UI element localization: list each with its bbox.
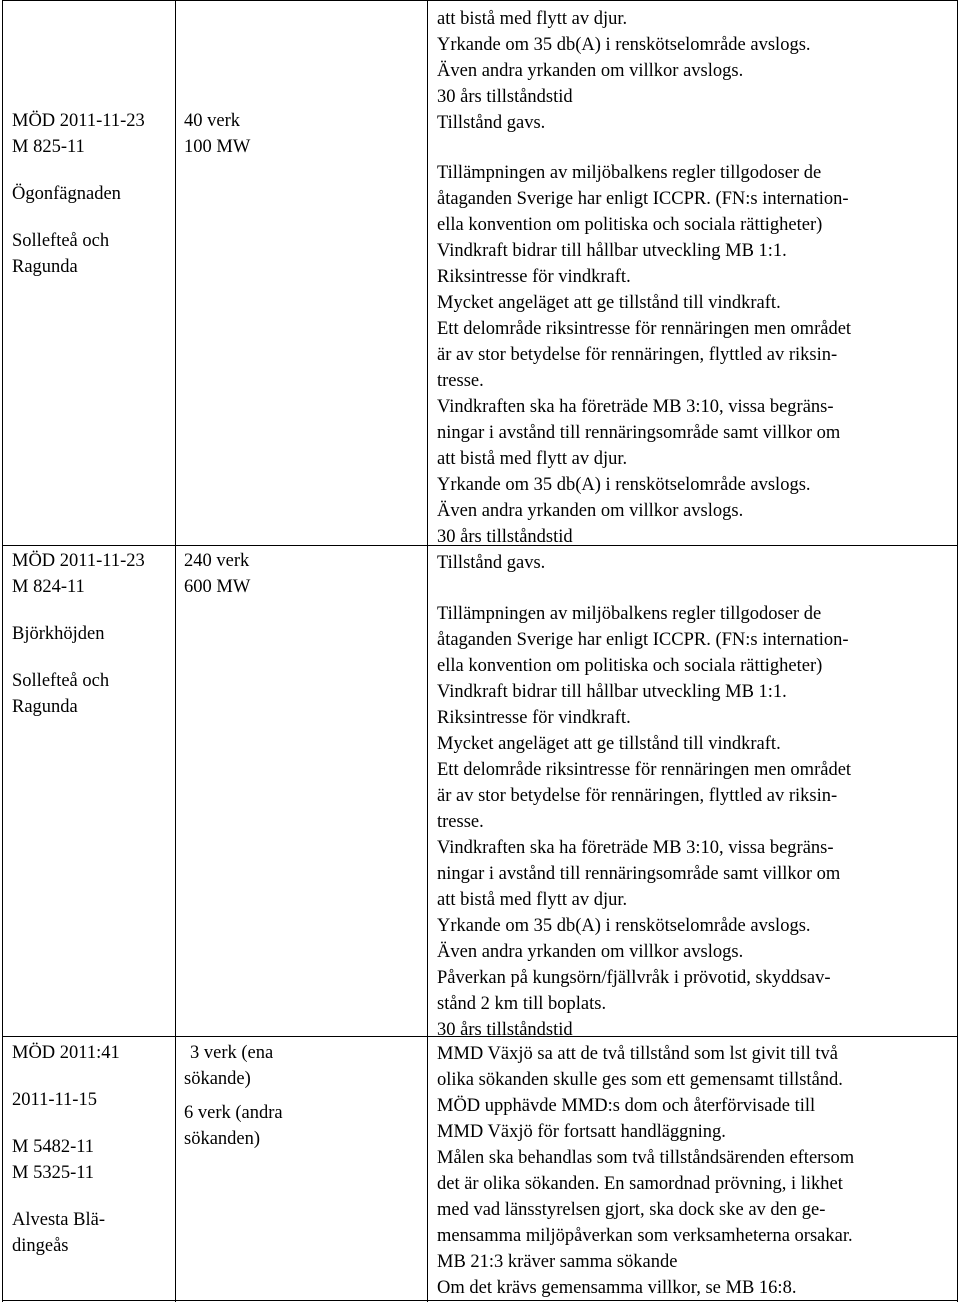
size-cell-row3 (184, 1040, 283, 1152)
project-name: Björkhöjden (12, 624, 105, 644)
case-number: M 5482-11 (12, 1137, 95, 1157)
project-name: dingeås (12, 1236, 69, 1256)
case-date: 2011-11-15 (12, 1090, 97, 1110)
applicant-note: sökanden) (184, 1129, 261, 1149)
case-number: M 824-11 (12, 577, 85, 597)
ruling-outcome: Tillstånd gavs. (437, 553, 546, 573)
project-name: Alvesta Blä- (12, 1210, 105, 1230)
case-cell-row3 (12, 1040, 120, 1259)
case-cell-row2 (12, 548, 145, 720)
municipality: Ragunda (12, 697, 78, 717)
capacity: 100 MW (184, 137, 251, 157)
ruling-outcome: Tillstånd gavs. (437, 113, 546, 133)
case-number: M 825-11 (12, 137, 85, 157)
turbine-count: 6 verk (andra (184, 1103, 283, 1123)
municipality: Sollefteå och (12, 231, 110, 251)
applicant-note: sökande) (184, 1069, 251, 1089)
municipality: Ragunda (12, 257, 78, 277)
table-left-border (2, 0, 3, 1302)
column-divider-1 (175, 0, 176, 1302)
table-right-border (957, 0, 958, 1302)
turbine-count: 3 verk (ena (190, 1043, 274, 1063)
turbine-count: 40 verk (184, 111, 240, 131)
case-number: M 5325-11 (12, 1163, 95, 1183)
capacity: 600 MW (184, 577, 251, 597)
size-cell-row2 (184, 548, 250, 600)
turbine-count: 240 verk (184, 551, 250, 571)
ruling-text-block-4: MMD Växjö sa att de två tillstånd som lst givit till två olika sökanden skulle ges som ett gemensamt tillstånd. MÖD upphävde MMD:s dom och återförvisade till MMD Växjö för fortsatt handläggning. Målen ska behandlas som två tillståndsärenden eftersom det är olika sökanden. En samordnad prövning, i likhet med vad länsstyrelsen gjort, ska dock ske av den ge- mensamma miljöpåverkan som verksamheterna orsakar. MB 21:3 kräver samma sökande Om det krävs gemensamma villkor, se MB 16:8. (437, 1044, 855, 1298)
column-divider-2 (427, 0, 428, 1302)
ruling-text-block-3: Tillämpningen av miljöbalkens regler tillgodoser de åtaganden Sverige har enligt ICCPR. (FN:s internation- ella konvention om politiska och sociala rättigheter) Vindkraft bidrar till hållbar utveckling MB 1:1. Riksintresse för vindkraft. Mycket angeläget att ge tillstånd till vindkraft. Ett delområde riksintresse för rennäringen men området är av stor betydelse för rennäringen, flyttled av riksin- tresse. Vindkraften ska ha företräde MB 3:10, vissa begräns- ningar i avstånd till rennäringsområde samt villkor om att bistå med flytt av djur. Yrkande om 35 db(A) i renskötselområde avslogs. Även andra yrkanden om villkor avslogs. Påverkan på kungsörn/fjällvråk i prövotid, skyddsav- stånd 2 km till boplats. 30 års tillståndstid (437, 604, 852, 1040)
ruling-text-block-1: att bistå med flytt av djur. Yrkande om 35 db(A) i renskötselområde avslogs. Även andra yrkanden om villkor avslogs. 30 års tillståndstid Tillstånd gavs. (437, 6, 811, 136)
size-cell-row1 (184, 108, 250, 160)
case-cell-row1 (12, 108, 145, 280)
case-date: MÖD 2011-11-23 (12, 111, 145, 131)
table-top-border (2, 0, 958, 1)
project-name: Ögonfägnaden (12, 184, 121, 204)
municipality: Sollefteå och (12, 671, 110, 691)
case-ref: MÖD 2011:41 (12, 1043, 120, 1063)
case-date: MÖD 2011-11-23 (12, 551, 145, 571)
ruling-text-block-2: Tillämpningen av miljöbalkens regler tillgodoser de åtaganden Sverige har enligt ICCPR. (FN:s internation- ella konvention om politiska och sociala rättigheter) Vindkraft bidrar till hållbar utveckling MB 1:1. Riksintresse för vindkraft. Mycket angeläget att ge tillstånd till vindkraft. Ett delområde riksintresse för rennäringen men området är av stor betydelse för rennäringen, flyttled av riksin- tresse. Vindkraften ska ha företräde MB 3:10, vissa begräns- ningar i avstånd till rennäringsområde samt villkor om att bistå med flytt av djur. Yrkande om 35 db(A) i renskötselområde avslogs. Även andra yrkanden om villkor avslogs. 30 års tillståndstid Tillstånd gavs. (437, 160, 851, 576)
